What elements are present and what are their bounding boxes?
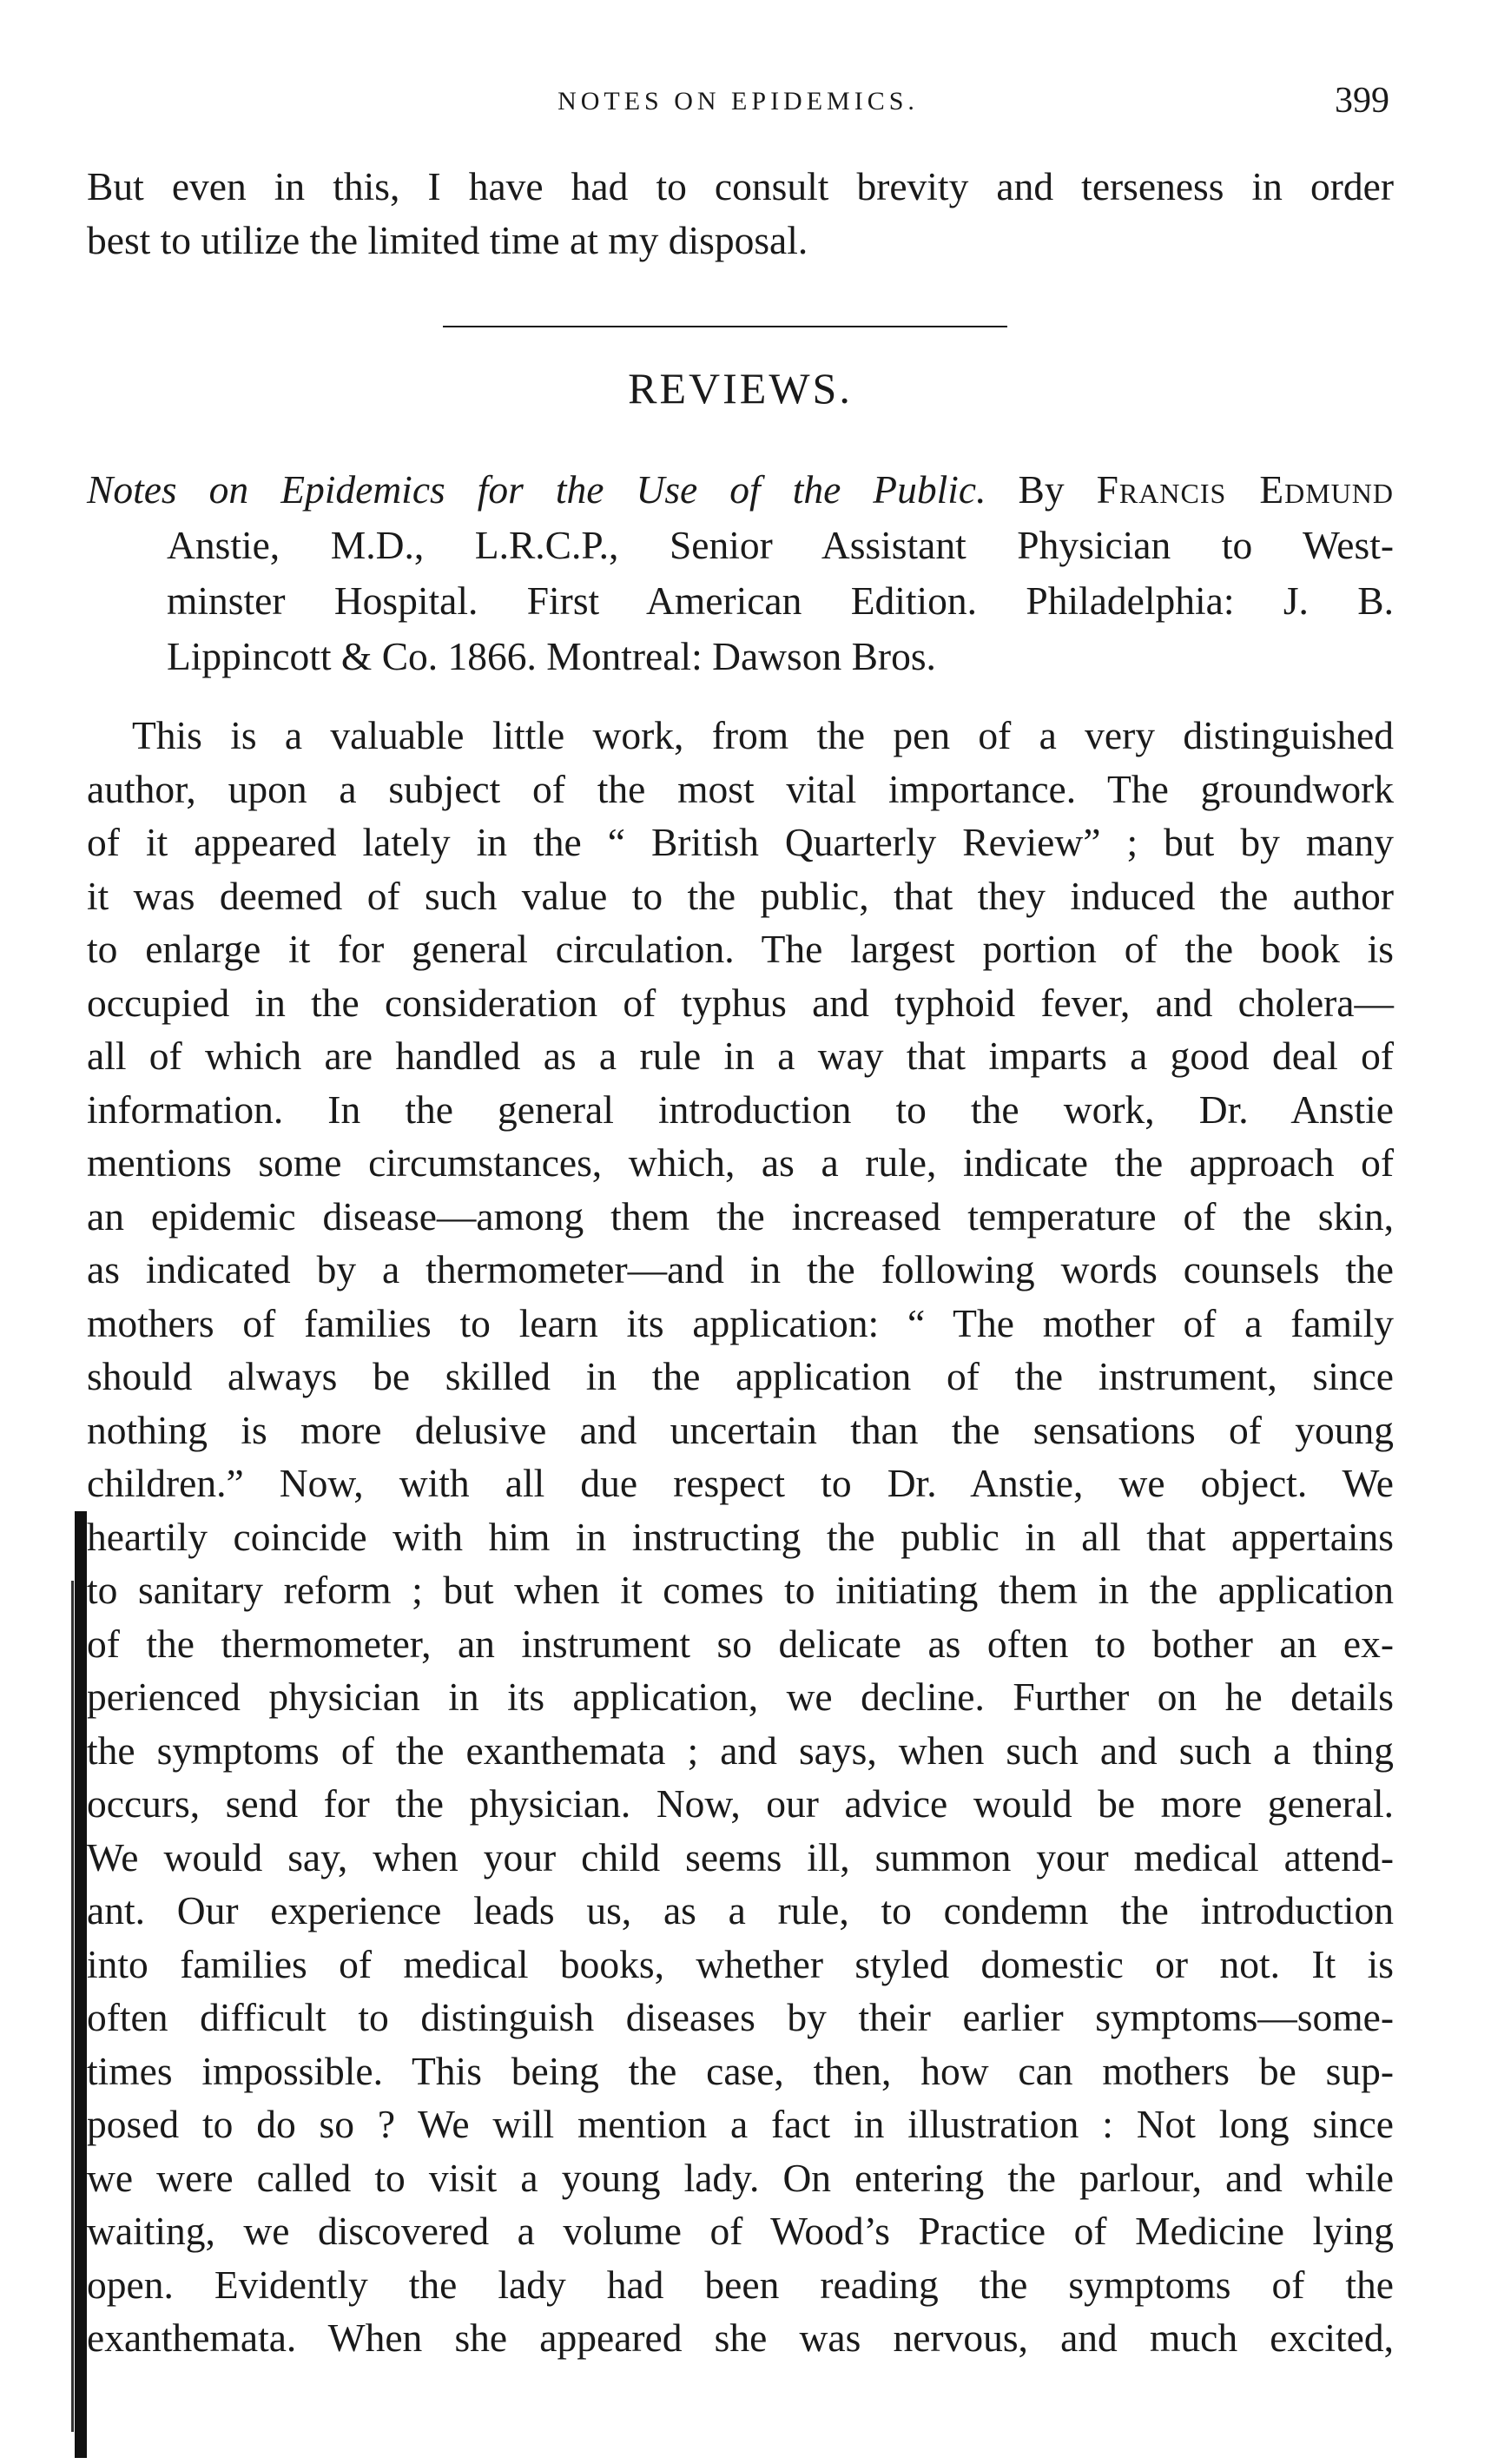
text-line: we were called to visit a young lady. On entering the parlour, and while: [87, 2155, 1394, 2200]
intro-paragraph: [87, 160, 1394, 267]
book-title: Notes on Epidemics for the Use of the Public.: [87, 467, 986, 512]
citation-by: By: [1018, 467, 1065, 512]
text-line: mentions some circumstances, which, as a rule, indicate the approach of: [87, 1140, 1394, 1185]
text-line: should always be skilled in the application of the instrument, since: [87, 1354, 1394, 1398]
text-line: mothers of families to learn its application: “ The mother of a family: [87, 1300, 1394, 1345]
citation-line: Anstie, M.D., L.R.C.P., Senior Assistant Physician to West-: [167, 523, 1394, 567]
text-line: an epidemic disease—among them the increased temperature of the skin,: [87, 1193, 1394, 1239]
citation-line: [87, 462, 1394, 518]
text-line: the symptoms of the exanthemata ; and says, when such and such a thing: [87, 1727, 1394, 1773]
text-line: occupied in the consideration of typhus and typhoid fever, and cholera—: [87, 980, 1394, 1025]
running-title: NOTES ON EPIDEMICS.: [557, 87, 919, 116]
text-line: exanthemata. When she appeared she was nervous, and much excited,: [87, 2315, 1394, 2360]
text-line: nothing is more delusive and uncertain than the sensations of young: [87, 1407, 1394, 1452]
running-head: [87, 80, 1389, 132]
citation-line: minster Hospital. First American Edition. Philadelphia: J. B.: [167, 578, 1394, 623]
text-line: times impossible. This being the case, then, how can mothers be sup-: [87, 2048, 1394, 2093]
text-line: as indicated by a thermometer—and in the following words counsels the: [87, 1247, 1394, 1291]
text-line: of it appeared lately in the “ British Quarterly Review” ; but by many: [87, 820, 1394, 864]
text-line: it was deemed of such value to the public, that they induced the author: [87, 873, 1394, 918]
text-line: open. Evidently the lady had been reading the symptoms of the: [87, 2262, 1394, 2307]
citation-author: Francis Edmund: [1096, 467, 1394, 512]
text-line: all of which are handled as a rule in a way that imparts a good deal of: [87, 1034, 1394, 1078]
text-line: best to utilize the limited time at my disposal.: [87, 217, 808, 262]
margin-ink-bar: [75, 1511, 87, 2458]
text-line: of the thermometer, an instrument so delicate as often to bother an ex-: [87, 1621, 1394, 1666]
review-body: [87, 709, 1394, 2365]
section-heading: REVIEWS.: [628, 364, 853, 413]
text-line: perienced physician in its application, we decline. Further on he details: [87, 1675, 1394, 1719]
text-line: to sanitary reform ; but when it comes to initiating them in the application: [87, 1568, 1394, 1612]
margin-ink-line: [71, 1581, 74, 2432]
citation-line: Lippincott & Co. 1866. Montreal: Dawson Bros.: [167, 634, 936, 678]
section-divider: [443, 326, 1007, 327]
text-line: children.” Now, with all due respect to Dr. Anstie, we object. We: [87, 1461, 1394, 1505]
text-line: waiting, we discovered a volume of Wood’s Practice of Medicine lying: [87, 2209, 1394, 2253]
text-line: information. In the general introduction to the work, Dr. Anstie: [87, 1087, 1394, 1132]
text-line: This is a valuable little work, from the pen of a very distinguished: [132, 713, 1394, 757]
text-line: author, upon a subject of the most vital importance. The groundwork: [87, 766, 1394, 811]
text-line: ant. Our experience leads us, as a rule, to condemn the introduction: [87, 1888, 1394, 1932]
text-line: heartily coincide with him in instructing the public in all that appertains: [87, 1514, 1394, 1559]
text-line: occurs, send for the physician. Now, our advice would be more general.: [87, 1781, 1394, 1826]
text-line: to enlarge it for general circulation. The largest portion of the book is: [87, 927, 1394, 971]
text-line: But even in this, I have had to consult brevity and terseness in order: [87, 164, 1394, 208]
text-line: often difficult to distinguish diseases by their earlier symptoms—some-: [87, 1995, 1394, 2039]
review-citation: [87, 462, 1394, 684]
text-line: posed to do so ? We will mention a fact in illustration : Not long since: [87, 2102, 1394, 2146]
text-line: We would say, when your child seems ill, summon your medical attend-: [87, 1834, 1394, 1879]
page-number: 399: [1335, 81, 1389, 121]
text-line: into families of medical books, whether styled domestic or not. It is: [87, 1941, 1394, 1986]
